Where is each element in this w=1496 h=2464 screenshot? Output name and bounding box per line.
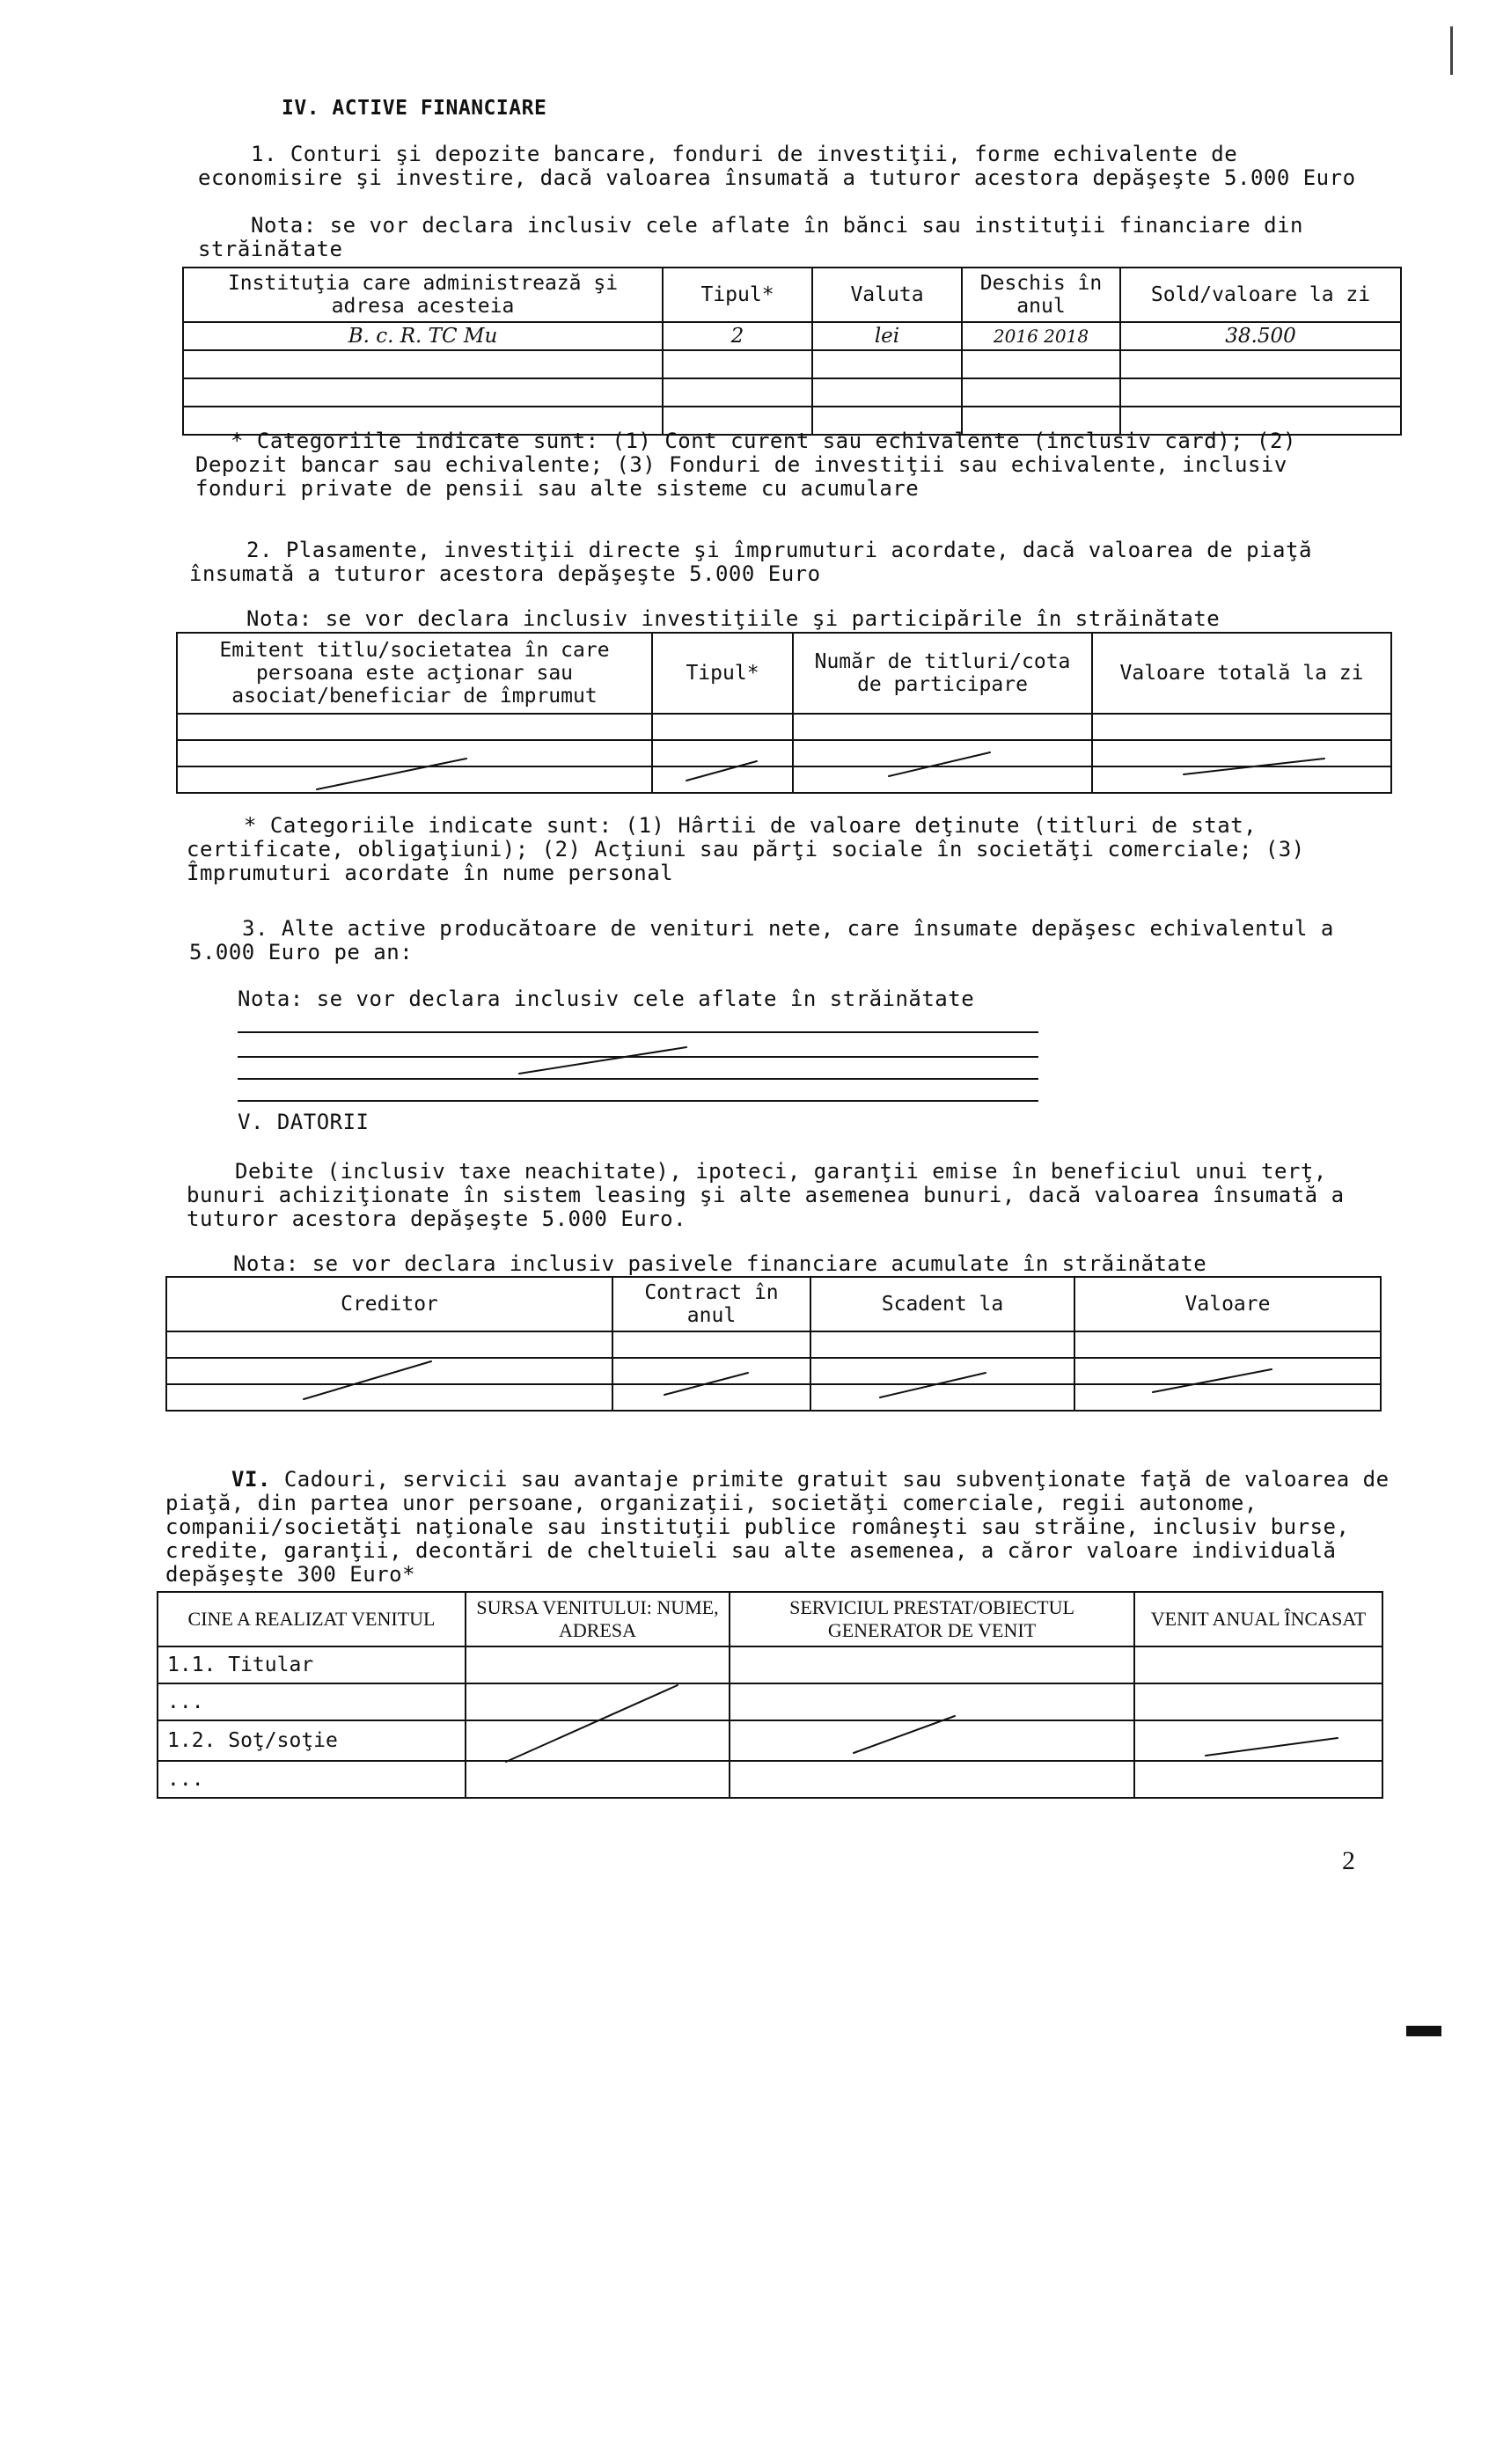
header-contract-year: Contract în anul	[612, 1277, 810, 1331]
accounts-table	[182, 267, 1402, 436]
table-row	[166, 1384, 1381, 1411]
other-assets-line	[238, 1078, 1038, 1080]
table-row	[177, 740, 1391, 766]
header-type: Tipul*	[663, 268, 812, 322]
cell	[812, 350, 962, 378]
header-value: Valoare	[1074, 1277, 1381, 1331]
cell	[612, 1331, 810, 1358]
cell	[166, 1358, 612, 1384]
cell	[466, 1683, 730, 1720]
header-balance: Sold/valoare la zi	[1120, 268, 1401, 322]
gifts-table-header	[158, 1592, 1382, 1646]
cell	[962, 378, 1120, 407]
cell	[793, 766, 1092, 793]
header-type: Tipul*	[652, 633, 793, 714]
page-number: 2	[1342, 1846, 1355, 1875]
cell	[1134, 1646, 1382, 1683]
header-source: SURSA VENITULUI: NUME, ADRESA	[466, 1592, 730, 1646]
section-iv-p1-note: Nota: se vor declara inclusiv cele aflate în bănci sau instituţii financiare din străinătate	[198, 213, 1303, 261]
cell	[793, 714, 1092, 740]
header-issuer: Emitent titlu/societatea în care persoana este acţionar sau asociat/beneficiar de împrumut	[177, 633, 652, 714]
header-due-date: Scadent la	[810, 1277, 1074, 1331]
cell-institution: B. c. R. TC Mu	[183, 322, 663, 350]
cell	[962, 350, 1120, 378]
cell	[166, 1384, 612, 1411]
section-iv-p2-note: Nota: se vor declara inclusiv investiţiile şi participările în străinătate	[246, 606, 1221, 631]
cell-opened-year: 2016 2018	[962, 322, 1120, 350]
section-iv-title: IV. ACTIVE FINANCIARE	[282, 97, 547, 120]
cell-who: 1.2. Soţ/soţie	[158, 1720, 466, 1761]
cell	[1134, 1720, 1382, 1761]
investments-table-header	[177, 633, 1391, 714]
cell	[1120, 378, 1401, 407]
cell	[1134, 1761, 1382, 1798]
cell	[652, 766, 793, 793]
table-row	[158, 1683, 1382, 1720]
cell	[1092, 714, 1391, 740]
table-row	[183, 350, 1401, 378]
section-vi-title: VI.	[231, 1467, 271, 1492]
header-total-value: Valoare totală la zi	[1092, 633, 1391, 714]
other-assets-line	[238, 1056, 1038, 1058]
cell	[183, 350, 663, 378]
cell	[1120, 350, 1401, 378]
cell	[166, 1331, 612, 1358]
cell-who: 1.1. Titular	[158, 1646, 466, 1683]
other-assets-line	[238, 1100, 1038, 1102]
section-vi-p1	[165, 1468, 1393, 1587]
cell	[810, 1384, 1074, 1411]
section-v-note: Nota: se vor declara inclusiv pasivele financiare acumulate în străinătate	[233, 1251, 1207, 1276]
cell	[810, 1331, 1074, 1358]
section-iv-p2-categories: * Categoriile indicate sunt: (1) Hârtii de valoare deţinute (titluri de stat, certificate, obligaţiuni); (2) Acţiuni sau părţi sociale în societăţi comerciale; (3) Împrumuturi acordate în nume personal	[187, 813, 1305, 885]
cell-balance: 38.500	[1120, 322, 1401, 350]
cell	[652, 714, 793, 740]
header-currency: Valuta	[812, 268, 962, 322]
cell	[183, 378, 663, 407]
header-annual-income: VENIT ANUAL ÎNCASAT	[1134, 1592, 1382, 1646]
cell	[177, 714, 652, 740]
table-row	[166, 1358, 1381, 1384]
cell	[612, 1384, 810, 1411]
cell	[810, 1358, 1074, 1384]
scan-mark	[1406, 2026, 1441, 2036]
cell	[177, 740, 652, 766]
cell	[730, 1646, 1134, 1683]
cell	[1092, 740, 1391, 766]
header-creditor: Creditor	[166, 1277, 612, 1331]
cell	[1074, 1331, 1381, 1358]
cell	[612, 1358, 810, 1384]
table-row	[177, 766, 1391, 793]
cell	[663, 378, 812, 407]
section-iv-p3-note: Nota: se vor declara inclusiv cele aflate în străinătate	[238, 986, 975, 1011]
header-shares: Număr de titluri/cota de participare	[793, 633, 1092, 714]
debts-table	[165, 1276, 1382, 1412]
cell-who: ...	[158, 1683, 466, 1720]
section-iv-p1-categories: * Categoriile indicate sunt: (1) Cont curent sau echivalente (inclusiv card); (2) Depozit bancar sau echivalente; (3) Fonduri de investiţii sau echivalente, inclusiv fonduri private de pensii sau alte sisteme cu acumulare	[195, 429, 1296, 501]
cell	[652, 740, 793, 766]
cell	[663, 350, 812, 378]
section-iv-p3: 3. Alte active producătoare de venituri nete, care însumate depăşesc echivalentul a 5.000 Euro pe an:	[189, 916, 1334, 964]
cell	[730, 1720, 1134, 1761]
table-row	[158, 1720, 1382, 1761]
table-row	[158, 1646, 1382, 1683]
cell	[1074, 1384, 1381, 1411]
table-row	[177, 714, 1391, 740]
cell	[466, 1720, 730, 1761]
cell-who: ...	[158, 1761, 466, 1798]
cell	[1074, 1358, 1381, 1384]
section-v-p1: Debite (inclusiv taxe neachitate), ipoteci, garanţii emise în beneficiul unui terţ, bunuri achiziţionate în sistem leasing şi alte asemenea bunuri, dacă valoarea însumată a tuturor acestora depăşeşte 5.000 Euro.	[187, 1159, 1345, 1231]
header-opened-year: Deschis în anul	[962, 268, 1120, 322]
cell	[177, 766, 652, 793]
header-who: CINE A REALIZAT VENITUL	[158, 1592, 466, 1646]
cell-type: 2	[663, 322, 812, 350]
table-row	[183, 322, 1401, 350]
table-row	[183, 378, 1401, 407]
section-iv-p2: 2. Plasamente, investiţii directe şi împrumuturi acordate, dacă valoarea de piaţă însumată a tuturor acestora depăşeşte 5.000 Euro	[189, 538, 1312, 586]
cancel-stroke	[519, 1047, 686, 1074]
cell-currency: lei	[812, 322, 962, 350]
header-service: SERVICIUL PRESTAT/OBIECTUL GENERATOR DE VENIT	[730, 1592, 1134, 1646]
cell	[812, 378, 962, 407]
cell	[1134, 1683, 1382, 1720]
section-iv-p1: 1. Conturi şi depozite bancare, fonduri de investiţii, forme echivalente de economisire şi investire, dacă valoarea însumată a tuturor acestora depăşeşte 5.000 Euro	[198, 142, 1356, 190]
scan-mark	[1450, 26, 1453, 75]
section-v-title: V. DATORII	[238, 1110, 370, 1134]
cell	[466, 1646, 730, 1683]
cell	[466, 1761, 730, 1798]
gifts-table	[157, 1591, 1383, 1799]
cell	[730, 1683, 1134, 1720]
accounts-table-header	[183, 268, 1401, 322]
table-row	[158, 1761, 1382, 1798]
cell	[1092, 766, 1391, 793]
investments-table	[176, 632, 1392, 794]
debts-table-header	[166, 1277, 1381, 1331]
section-vi-text: Cadouri, servicii sau avantaje primite gratuit sau subvenţionate faţă de valoarea de piaţă, din partea unor persoane, organizaţii, societăţi comerciale, regii autonome, companii/societăţi naţionale sau instituţii publice româneşti sau străine, inclusiv burse, credite, garanţii, decontări de cheltuieli sau alte asemenea, a căror valoare individuală depăşeşte 300 Euro*	[165, 1467, 1390, 1587]
header-institution: Instituţia care administrează şi adresa acesteia	[183, 268, 663, 322]
cell	[793, 740, 1092, 766]
table-row	[166, 1331, 1381, 1358]
other-assets-line	[238, 1031, 1038, 1033]
cell	[730, 1761, 1134, 1798]
